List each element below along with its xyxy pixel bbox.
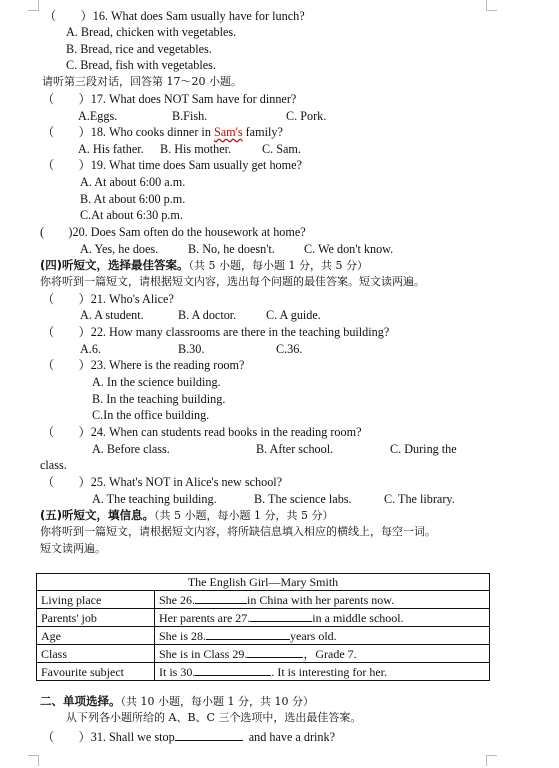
q25-option-c: C. The library.: [384, 492, 455, 506]
row-label: Favourite subject: [37, 663, 155, 681]
question-16: （ ）16. What does Sam usually have for lunch?: [44, 9, 305, 23]
q16-option-c: C. Bread, fish with vegetables.: [66, 58, 216, 72]
q22-option-c: C.36.: [276, 342, 303, 356]
q22-option-b: B.30.: [178, 342, 205, 356]
blank-28[interactable]: [206, 627, 290, 640]
q17-option-c: C. Pork.: [286, 109, 327, 123]
part-2-heading: 二、单项选择。（共 10 小题，每小题 1 分，共 10 分）: [40, 694, 314, 708]
table-row: [37, 645, 490, 663]
q17-option-a: A.Eggs.: [78, 109, 118, 123]
q25-option-b: B. The science labs.: [254, 492, 352, 506]
question-18: （ ）18. Who cooks dinner in Sam's family?: [42, 125, 283, 139]
q23-option-a: A. In the science building.: [92, 375, 221, 389]
question-22: （ ）22. How many classrooms are there in the teaching building?: [42, 325, 390, 339]
q21-option-c: C. A guide.: [266, 308, 321, 322]
crop-mark-bottom-left: [28, 755, 39, 766]
q19-option-a: A. At about 6:00 a.m.: [80, 175, 186, 189]
q25-option-a: A. The teaching building.: [92, 492, 217, 506]
table-title-row: [37, 574, 490, 591]
q21-option-a: A. A student.: [80, 308, 144, 322]
q18-option-c: C. Sam.: [262, 142, 301, 156]
q23-option-c: C.In the office building.: [92, 408, 210, 422]
q18-option-b: B. His mother.: [160, 142, 232, 156]
question-25: （ ）25. What's NOT in Alice's new school?: [42, 475, 283, 489]
blank-27[interactable]: [250, 609, 312, 622]
row-content: She 26. in China with her parents now.: [155, 591, 490, 609]
section-5-instruction-2: 短文读两遍。: [40, 542, 106, 555]
q21-option-b: B. A doctor.: [178, 308, 237, 322]
row-content: It is 30. . It is interesting for her.: [155, 663, 490, 681]
section-5-instruction-1: 你将听到一篇短文，请根据短文内容，将所缺信息填入相应的横线上，每空一词。: [40, 525, 436, 538]
blank-26[interactable]: [195, 591, 247, 604]
blank-31[interactable]: [175, 728, 243, 741]
table-row: [37, 609, 490, 627]
part-2-instruction: 从下列各小题所给的 A、B、C 三个选项中，选出最佳答案。: [66, 711, 362, 724]
question-17: （ ）17. What does NOT Sam have for dinner?: [42, 92, 297, 106]
question-31: （ ）31. Shall we stop and have a drink?: [42, 730, 336, 744]
q16-option-a: A. Bread, chicken with vegetables.: [66, 25, 237, 39]
q20-option-c: C. We don't know.: [304, 242, 394, 256]
question-21: （ ）21. Who's Alice?: [42, 292, 174, 306]
info-table: [36, 573, 490, 681]
crop-mark-bottom-right: [486, 755, 497, 766]
instruction-17-20: 请听第三段对话，回答第 17～20 小题。: [42, 75, 242, 88]
row-label: Age: [37, 627, 155, 645]
row-label: Parents' job: [37, 609, 155, 627]
q18-option-a: A. His father.: [78, 142, 144, 156]
section-4-instruction: 你将听到一篇短文，请根据短文内容，选出每个问题的最佳答案。短文读两遍。: [40, 275, 425, 288]
question-23: （ ）23. Where is the reading room?: [42, 358, 245, 372]
row-content: She is 28. years old.: [155, 627, 490, 645]
row-content: Her parents are 27. in a middle school.: [155, 609, 490, 627]
q24-option-a: A. Before class.: [92, 442, 170, 456]
blank-30[interactable]: [195, 663, 271, 676]
table-title: The English Girl—Mary Smith: [37, 574, 490, 591]
table-row: [37, 663, 490, 681]
q20-option-a: A. Yes, he does.: [80, 242, 159, 256]
q24-option-c: C. During the: [390, 442, 457, 456]
q22-option-a: A.6.: [80, 342, 101, 356]
question-19: （ ）19. What time does Sam usually get home?: [42, 158, 302, 172]
q19-option-b: B. At about 6:00 p.m.: [80, 192, 186, 206]
q19-option-c: C.At about 6:30 p.m.: [80, 208, 183, 222]
row-content: She is in Class 29. ，Grade 7.: [155, 645, 490, 663]
table-row: [37, 627, 490, 645]
question-20: ( )20. Does Sam often do the housework at home?: [40, 225, 306, 239]
q24-option-c-continued: class.: [40, 458, 67, 472]
section-5-heading: (五)听短文，填信息。（共 5 小题，每小题 1 分，共 5 分）: [40, 508, 334, 522]
table-row: [37, 591, 490, 609]
q23-option-b: B. In the teaching building.: [92, 392, 226, 406]
q16-option-b: B. Bread, rice and vegetables.: [66, 42, 212, 56]
q24-option-b: B. After school.: [256, 442, 334, 456]
row-label: Living place: [37, 591, 155, 609]
crop-mark-top-left: [28, 0, 39, 11]
row-label: Class: [37, 645, 155, 663]
q17-option-b: B.Fish.: [172, 109, 208, 123]
q20-option-b: B. No, he doesn't.: [188, 242, 275, 256]
crop-mark-top-right: [486, 0, 497, 11]
section-4-heading: (四)听短文，选择最佳答案。（共 5 小题，每小题 1 分，共 5 分）: [40, 258, 368, 272]
blank-29[interactable]: [247, 645, 303, 658]
question-24: （ ）24. When can students read books in the reading room?: [42, 425, 362, 439]
spelling-underline-word: Sam's: [213, 125, 243, 139]
